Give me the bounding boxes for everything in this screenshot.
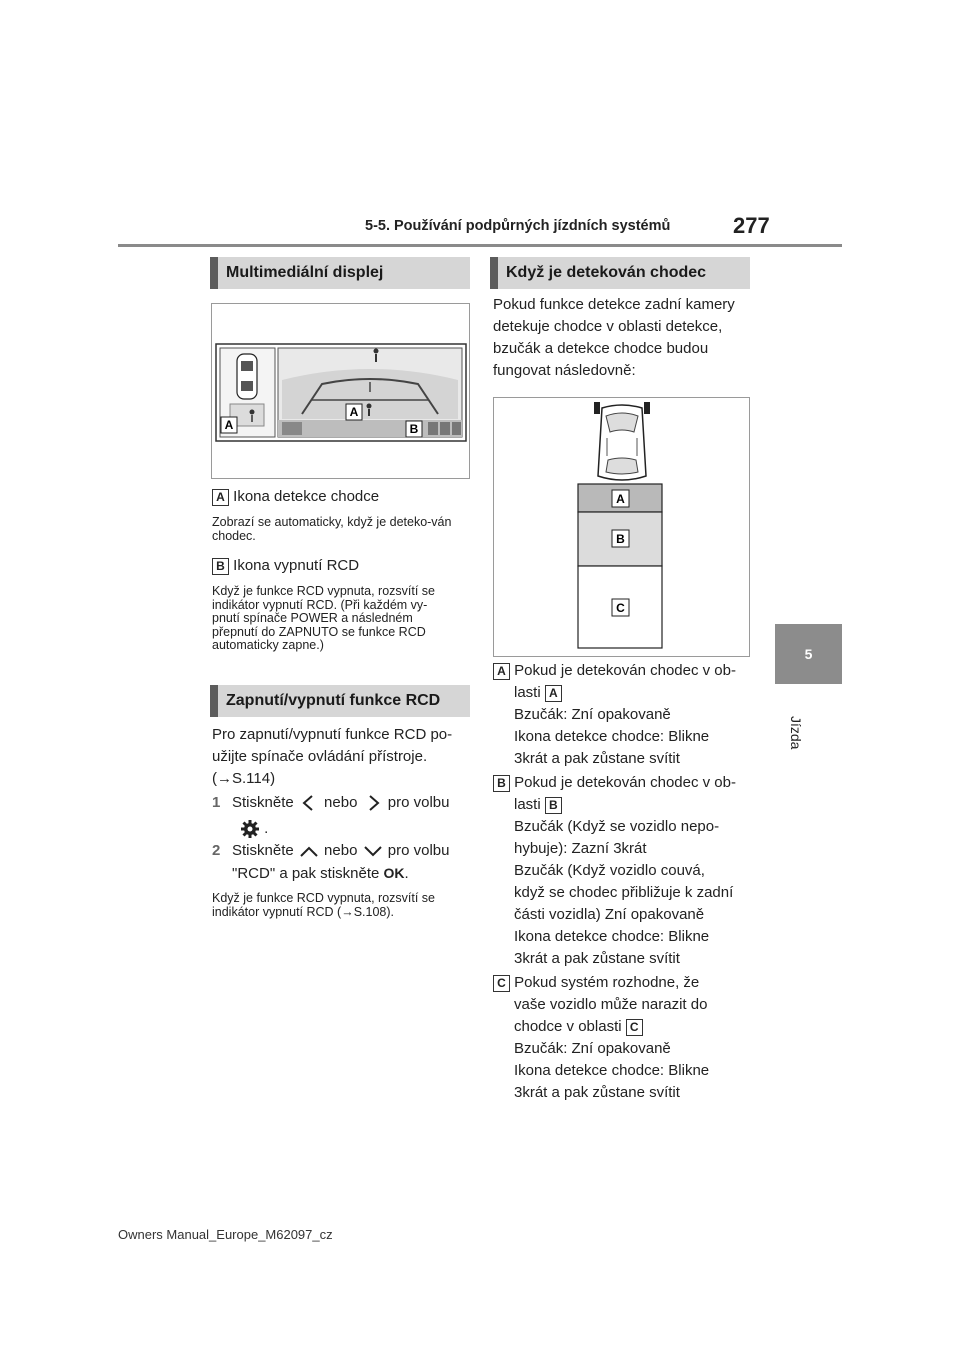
chapter-tab[interactable]: 5 [775, 624, 842, 684]
section-title: 5-5. Používání podpůrných jízdních systémů [365, 218, 671, 234]
step-1: 1 Stiskněte nebo pro volbu . [212, 792, 474, 840]
item-a-title [212, 488, 379, 506]
item-a-label: Ikona detekce chodce [233, 488, 380, 505]
step-1-number: 1 [212, 794, 221, 811]
zone-c-label: C [616, 601, 625, 615]
heading-multimedia-display: Multimediální displej [210, 257, 470, 289]
chapter-label: Jízda [788, 716, 804, 750]
callout-a-left: A [224, 418, 234, 432]
detection-zone-figure [493, 397, 750, 657]
desc-b-zone-badge: B [545, 797, 562, 814]
gear-icon [240, 819, 260, 839]
pedestrian-intro: Pokud funkce detekce zadní kamery detekuje chodce v oblasti detekce, bzučák a detekce chodce budou fungovat následovně: [493, 296, 735, 379]
page-number: 277 [733, 213, 770, 238]
heading-rcd-toggle: Zapnutí/vypnutí funkce RCD [210, 685, 470, 717]
multimedia-display-figure [211, 303, 470, 479]
display-illustration [212, 304, 469, 478]
desc-zone-b: B Pokud je detekován chodec v ob- lasti B Bzučák (Když se vozidlo nepo- hybuje): Zazní 3krát Bzučák (Když vozidlo couvá, když se chodec přibližuje k zadní části vozidla) Zní opakovaně Ikona detekce chodce: Blikne 3krát a pak zůstane svítit [493, 772, 755, 970]
desc-a-zone-badge: A [545, 685, 562, 702]
detection-zone-illustration [494, 398, 749, 656]
chevron-right-icon [362, 794, 384, 812]
chevron-down-icon [362, 843, 384, 859]
item-b-title [212, 557, 359, 575]
letter-a-badge: A [212, 489, 229, 506]
chevron-left-icon [298, 794, 320, 812]
desc-c-badge: C [493, 975, 510, 992]
zone-b-label: B [616, 532, 625, 546]
callout-b: B [409, 422, 419, 436]
desc-b-badge: B [493, 775, 510, 792]
rcd-note: Když je funkce RCD vypnuta, rozsvítí se indikátor vypnutí RCD (→S.108). [212, 891, 436, 919]
desc-zone-a: A Pokud je detekován chodec v ob- lasti A Bzučák: Zní opakovaně Ikona detekce chodce: Blikne 3krát a pak zůstane svítit [493, 660, 755, 770]
ok-icon: OK [383, 865, 405, 881]
chevron-up-icon [298, 843, 320, 859]
item-b-label: Ikona vypnutí RCD [233, 557, 360, 574]
step-2-number: 2 [212, 842, 221, 859]
footer-manual-id: Owners Manual_Europe_M62097_cz [118, 1227, 333, 1242]
heading-pedestrian-detected: Když je detekován chodec [490, 257, 750, 289]
item-a-desc: Zobrazí se automaticky, když je deteko-ván chodec. [212, 515, 452, 543]
item-b-desc: Když je funkce RCD vypnuta, rozsvítí se indikátor vypnutí RCD. (Při každém vy- pnutí spínače POWER a následném přepnutí do ZAPNUTO se funkce RCD automaticky zapne.) [212, 584, 436, 652]
desc-a-badge: A [493, 663, 510, 680]
step-2: 2 Stiskněte nebo pro volbu "RCD" a pak stiskněte OK. [212, 842, 450, 882]
header-rule [118, 244, 842, 247]
zone-a-label: A [616, 492, 625, 506]
letter-b-badge: B [212, 558, 229, 575]
rcd-intro: Pro zapnutí/vypnutí funkce RCD po- užijte spínače ovládání přístroje. (→S.114) [212, 726, 453, 787]
desc-c-zone-badge: C [626, 1019, 643, 1036]
desc-zone-c: C Pokud systém rozhodne, že vaše vozidlo může narazit do chodce v oblasti C Bzučák: Zní opakovaně Ikona detekce chodce: Blikne 3krát a pak zůstane svítit [493, 972, 755, 1104]
callout-a-center: A [349, 405, 359, 419]
